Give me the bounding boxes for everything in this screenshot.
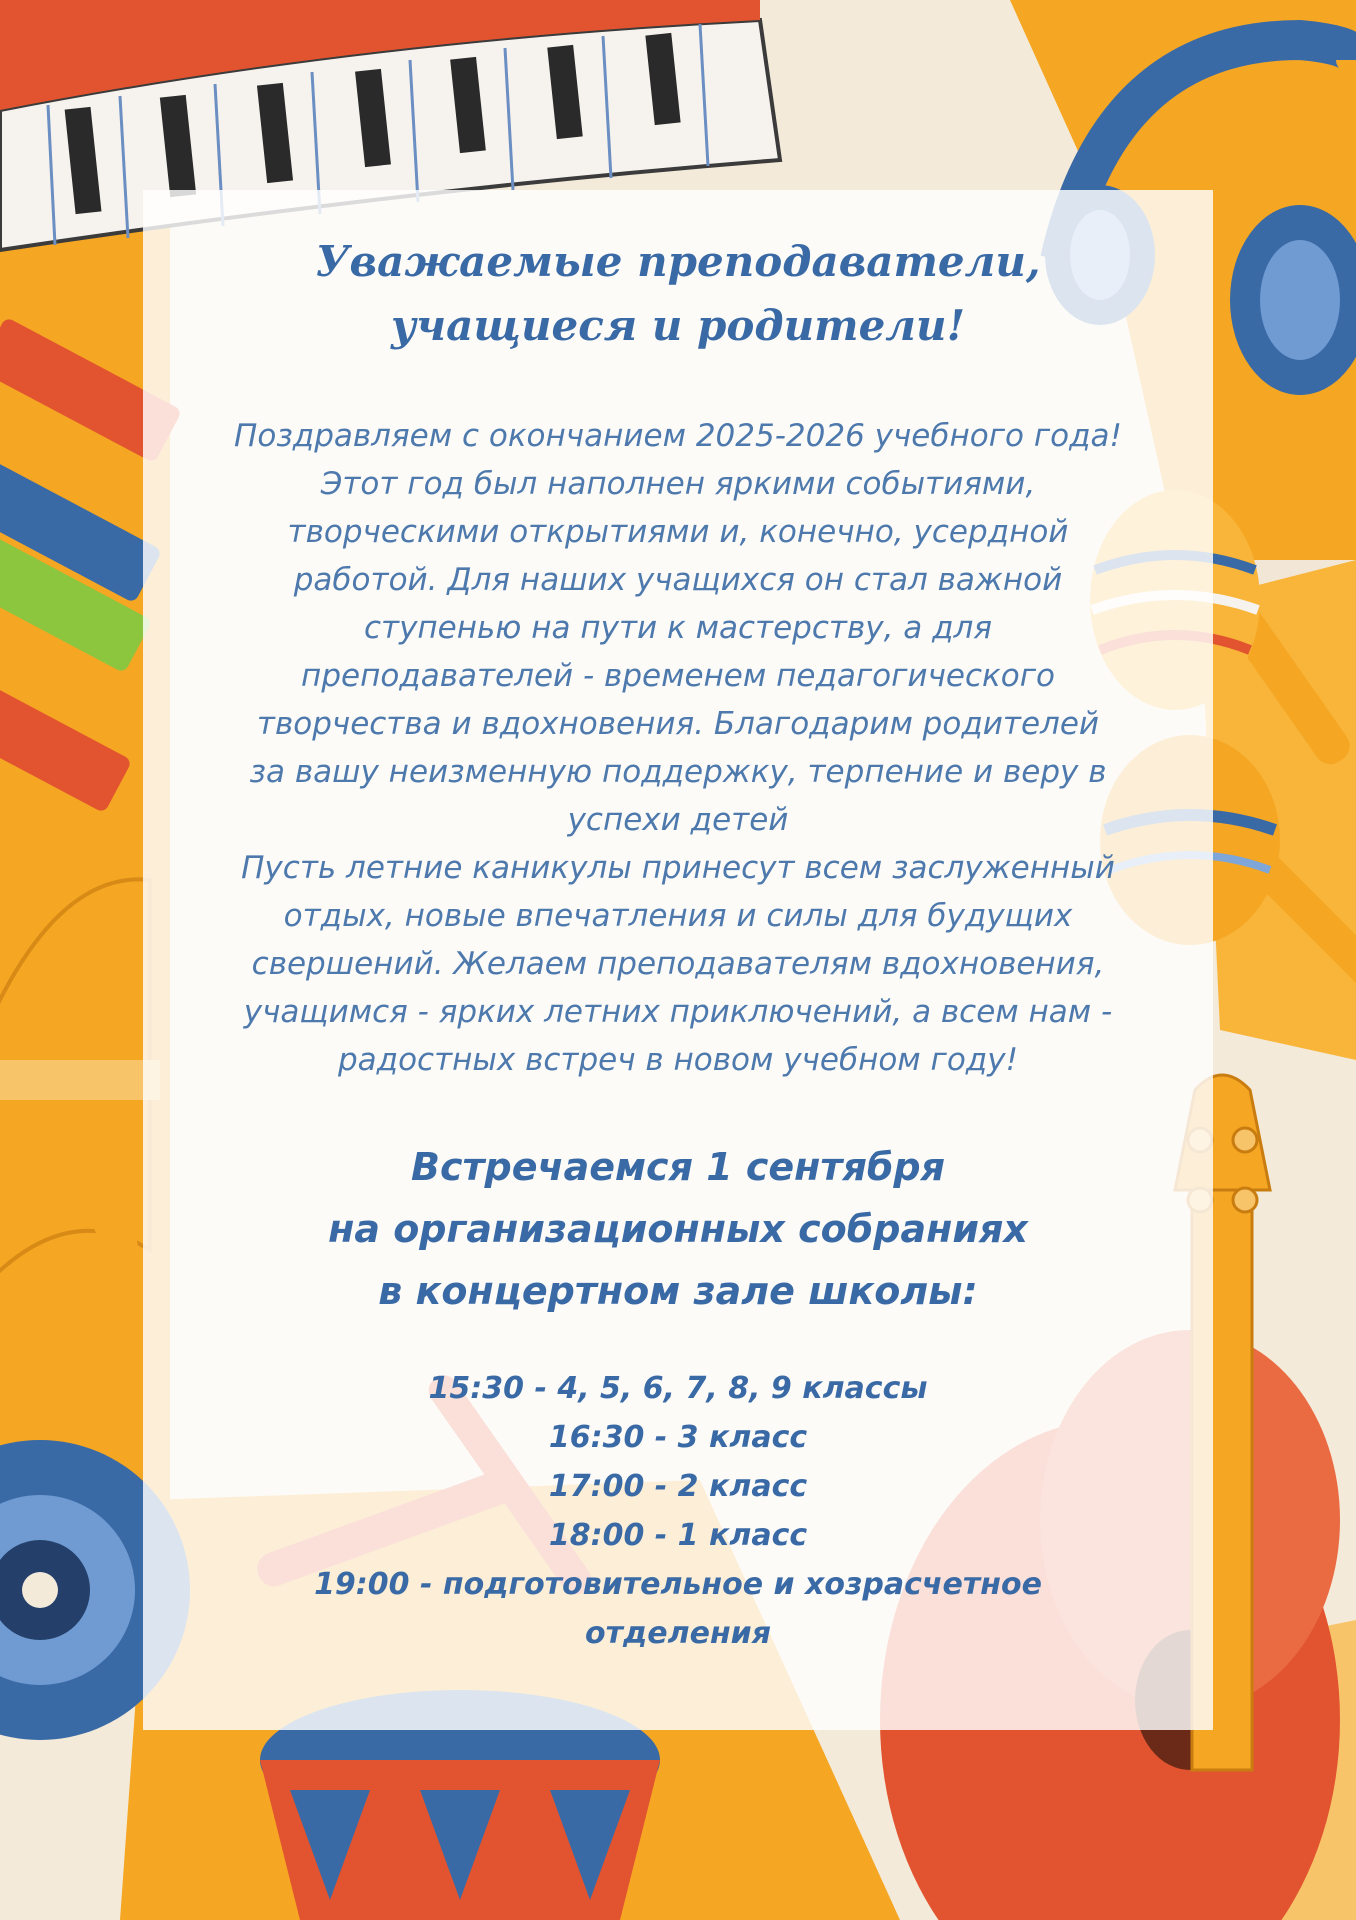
message-line: ступенью на пути к мастерству, а для	[363, 610, 993, 646]
message-line: свершений. Желаем преподавателям вдохновения,	[251, 946, 1105, 982]
greeting-heading	[183, 230, 1173, 358]
schedule-item: 15:30 - 4, 5, 6, 7, 8, 9 классы	[428, 1371, 928, 1406]
schedule-item: 19:00 - подготовительное и хозрасчетное	[314, 1567, 1042, 1602]
greeting-line: учащиеся и родители!	[390, 301, 966, 350]
message-line: отдых, новые впечатления и силы для будущих	[283, 898, 1073, 934]
schedule-item: 17:00 - 2 класс	[548, 1469, 808, 1504]
announcement-content	[143, 190, 1213, 1730]
meeting-heading	[183, 1136, 1173, 1322]
meeting-line: в концертном зале школы:	[378, 1269, 978, 1313]
message-line: успехи детей	[567, 802, 789, 838]
greeting-line: Уважаемые преподаватели,	[315, 237, 1041, 286]
schedule-item: отделения	[585, 1616, 771, 1651]
schedule-item: 18:00 - 1 класс	[548, 1518, 808, 1553]
message-line: Поздравляем с окончанием 2025-2026 учебного года!	[234, 418, 1122, 454]
message-line: работой. Для наших учащихся он стал важной	[293, 562, 1063, 598]
message-line: преподавателей - временем педагогического	[301, 658, 1055, 694]
message-line: творческими открытиями и, конечно, усердной	[287, 514, 1069, 550]
message-line: творчества и вдохновения. Благодарим родителей	[256, 706, 1100, 742]
meeting-line: Встречаемся 1 сентября	[411, 1145, 945, 1189]
message-line: учащимся - ярких летних приключений, а всем нам -	[243, 994, 1113, 1030]
congratulation-message	[183, 412, 1173, 1084]
message-line: Этот год был наполнен яркими событиями,	[320, 466, 1036, 502]
meeting-schedule	[183, 1364, 1173, 1658]
message-line: за вашу неизменную поддержку, терпение и веру в	[249, 754, 1107, 790]
message-line: радостных встреч в новом учебном году!	[337, 1042, 1019, 1078]
schedule-item: 16:30 - 3 класс	[548, 1420, 808, 1455]
message-line: Пусть летние каникулы принесут всем заслуженный	[241, 850, 1115, 886]
meeting-line: на организационных собраниях	[328, 1207, 1028, 1251]
